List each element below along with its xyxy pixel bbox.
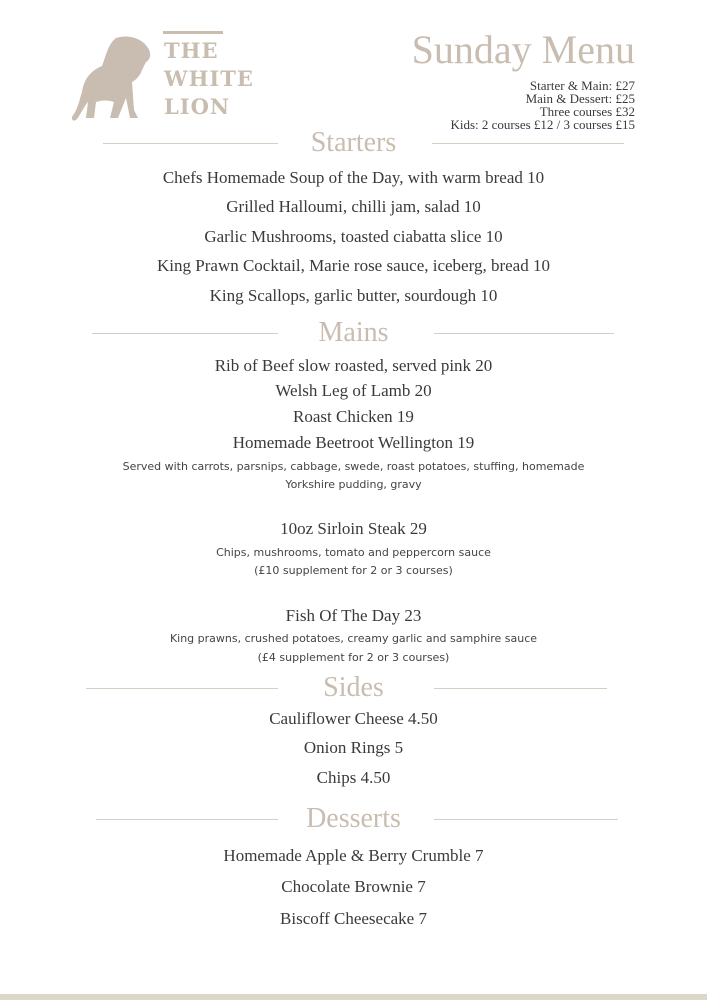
- menu-item: King Scallops, garlic butter, sourdough 10: [209, 286, 498, 305]
- price-list: [450, 79, 635, 131]
- menu-item: Chocolate Brownie 7: [281, 877, 426, 896]
- logo-rule: [163, 31, 223, 34]
- footer-bar: [0, 994, 707, 1000]
- section-title: Sides: [323, 672, 384, 703]
- logo: [68, 28, 268, 128]
- menu-item: Roast Chicken 19: [293, 407, 414, 426]
- sides-heading: [0, 673, 707, 703]
- menu-item: Onion Rings 5: [303, 738, 404, 757]
- menu-item: 10oz Sirloin Steak 29: [280, 519, 427, 538]
- section-title: Mains: [318, 317, 389, 348]
- menu-item-note: Chips, mushrooms, tomato and peppercorn sauce: [216, 546, 491, 559]
- menu-item: Biscoff Cheesecake 7: [280, 909, 427, 928]
- menu-item: Welsh Leg of Lamb 20: [275, 381, 432, 400]
- menu-item: Grilled Halloumi, chilli jam, salad 10: [226, 197, 481, 216]
- lion-icon: [68, 32, 160, 124]
- menu-item: Chips 4.50: [316, 768, 391, 787]
- desserts-heading: [0, 804, 707, 834]
- section-title: Starters: [310, 127, 397, 158]
- section-title: Desserts: [306, 803, 401, 834]
- menu-item: Chefs Homemade Soup of the Day, with warm bread 10: [162, 168, 545, 187]
- price-line: Three courses £32: [539, 104, 635, 119]
- price-line: Starter & Main: £27: [529, 78, 635, 93]
- menu-item-note: (£10 supplement for 2 or 3 courses): [254, 564, 453, 577]
- menu-item: Cauliflower Cheese 4.50: [269, 709, 438, 728]
- menu-item: King Prawn Cocktail, Marie rose sauce, iceberg, bread 10: [157, 256, 550, 275]
- menu-item-note: Served with carrots, parsnips, cabbage, swede, roast potatoes, stuffing, homemade: [122, 460, 585, 473]
- menu-item: Homemade Apple & Berry Crumble 7: [223, 846, 484, 865]
- price-line: Kids: 2 courses £12 / 3 courses £15: [450, 117, 635, 132]
- menu-item: Homemade Beetroot Wellington 19: [232, 433, 475, 452]
- menu-item: Garlic Mushrooms, toasted ciabatta slice 10: [204, 227, 503, 246]
- menu-item: Fish Of The Day 23: [285, 606, 422, 625]
- logo-line-3: LION: [164, 94, 231, 119]
- page-title: Sunday Menu: [411, 27, 635, 72]
- starters-heading: [0, 128, 707, 158]
- logo-line-2: WHITE: [164, 66, 254, 91]
- price-line: Main & Dessert: £25: [525, 91, 635, 106]
- menu-item: Rib of Beef slow roasted, served pink 20: [214, 356, 493, 375]
- logo-wordmark: [164, 37, 254, 121]
- logo-line-1: THE: [164, 38, 219, 63]
- menu-item-note: King prawns, crushed potatoes, creamy garlic and samphire sauce: [169, 632, 538, 645]
- menu-item-note: (£4 supplement for 2 or 3 courses): [257, 651, 450, 664]
- mains-heading: [0, 318, 707, 348]
- menu-item-note: Yorkshire pudding, gravy: [285, 478, 422, 491]
